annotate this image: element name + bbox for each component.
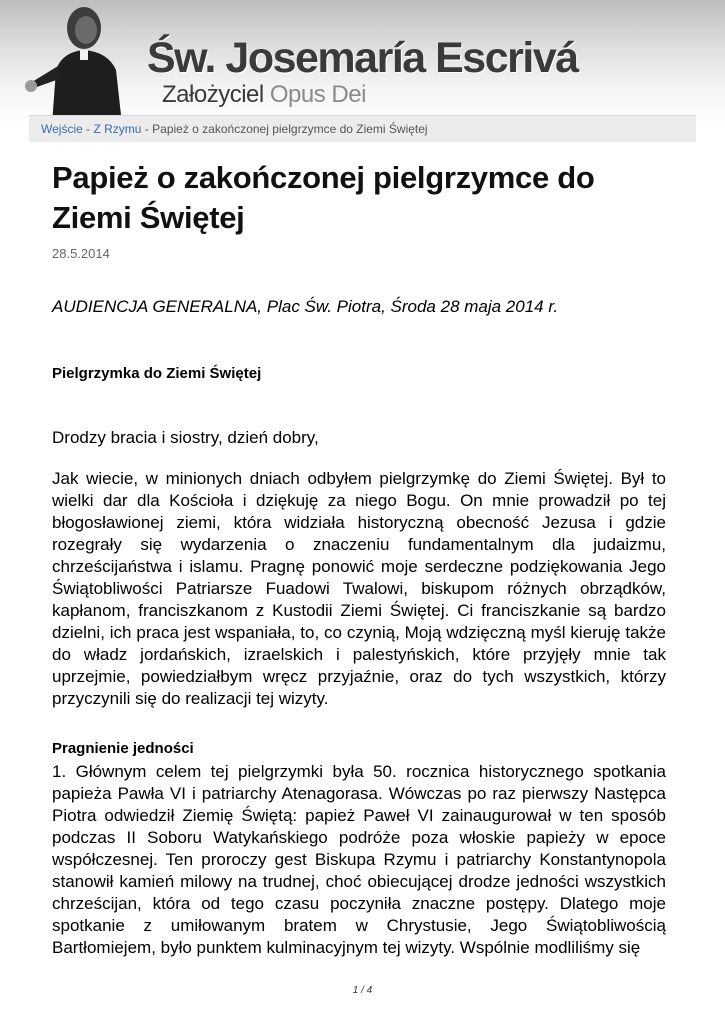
site-header [0, 0, 725, 124]
body-paragraph: 1. Głównym celem tej pielgrzymki była 50. rocznica historycznego spotkania papieża Pawła VI i patriarchy Atenagorasa. Wówczas po raz pierwszy Następca Piotra odwiedził Ziemię Świętą: papież Paweł VI zainaugurował w ten sposób podczas II Soboru Watykańskiego podróże poza włoskie papieży w epoce współczesnej. Ten proroczy gest Biskupa Rzymu i patriarchy Konstantynopola stanowił kamień milowy na trudnej, choć obiecującej drodze jedności wszystkich chrześcijan, która od tego czasu poczyniła znaczne postępy. Dlatego moje spotkanie z umiłowanym bratem w Chrystusie, Jego Świątobliwością Bartłomiejem, było punktem kulminacyjnym tej wizyty. Wspólnie modliliśmy się [52, 762, 666, 957]
founder-photo [22, 0, 142, 124]
breadcrumb-section-link[interactable]: Z Rzymu [93, 122, 142, 136]
body-paragraph: Jak wiecie, w minionych dniach odbyłem pielgrzymkę do Ziemi Świętej. Był to wielki dar dla Kościoła i dziękuję za niego Bogu. On mnie prowadził po tej błogosławionej ziemi, która widziała historyczną obecność Jezusa i gdzie rozegrały się wydarzenia o znaczeniu fundamentalnym dla judaizmu, chrześcijaństwa i islamu. Pragnę ponowić moje serdeczne podziękowania Jego Świątobliwości Patriarsze Fuadowi Twalowi, biskupom różnych obrządków, kapłanom, franciszkanom z Kustodii Ziemi Świętej. Ci franciszkanie są bardzo dzielni, ich praca jest wspaniała, to, co czynią, Moją wdzięczną myśl kieruję także do władz jordańskich, izraelskich i palestyńskich, które przyjęły mnie tak uprzejmie, powiedziałbym wręcz przyjaźnie, oraz do tych wszystkich, którzy przyczynili się do realizacji tej wizyty. [52, 469, 666, 708]
article-date: 28.5.2014 [52, 246, 110, 261]
breadcrumb-separator: - [141, 122, 153, 136]
greeting-paragraph: Drodzy bracia i siostry, dzień dobry, [52, 428, 319, 447]
article-lead: AUDIENCJA GENERALNA, Plac Św. Piotra, Środa 28 maja 2014 r. [52, 297, 559, 316]
site-subtitle [162, 81, 366, 109]
article-title: Papież o zakończonej pielgrzymce do Ziemi Świętej [52, 160, 595, 235]
breadcrumb-separator: - [82, 122, 94, 136]
section-heading-pilgrimage: Pielgrzymka do Ziemi Świętej [52, 365, 262, 382]
article [52, 158, 666, 959]
breadcrumb [29, 115, 696, 142]
site-title: Św. Josemaría Escrivá [147, 34, 578, 82]
breadcrumb-current: Papież o zakończonej pielgrzymce do Ziemi Świętej [152, 122, 428, 136]
page-number: 1 / 4 [352, 985, 373, 996]
section-heading-unity: Pragnienie jedności [52, 740, 194, 757]
subtitle-founder: Założyciel [162, 81, 264, 108]
subtitle-opus-dei: Opus Dei [269, 81, 366, 108]
breadcrumb-home-link[interactable]: Wejście [41, 122, 83, 136]
